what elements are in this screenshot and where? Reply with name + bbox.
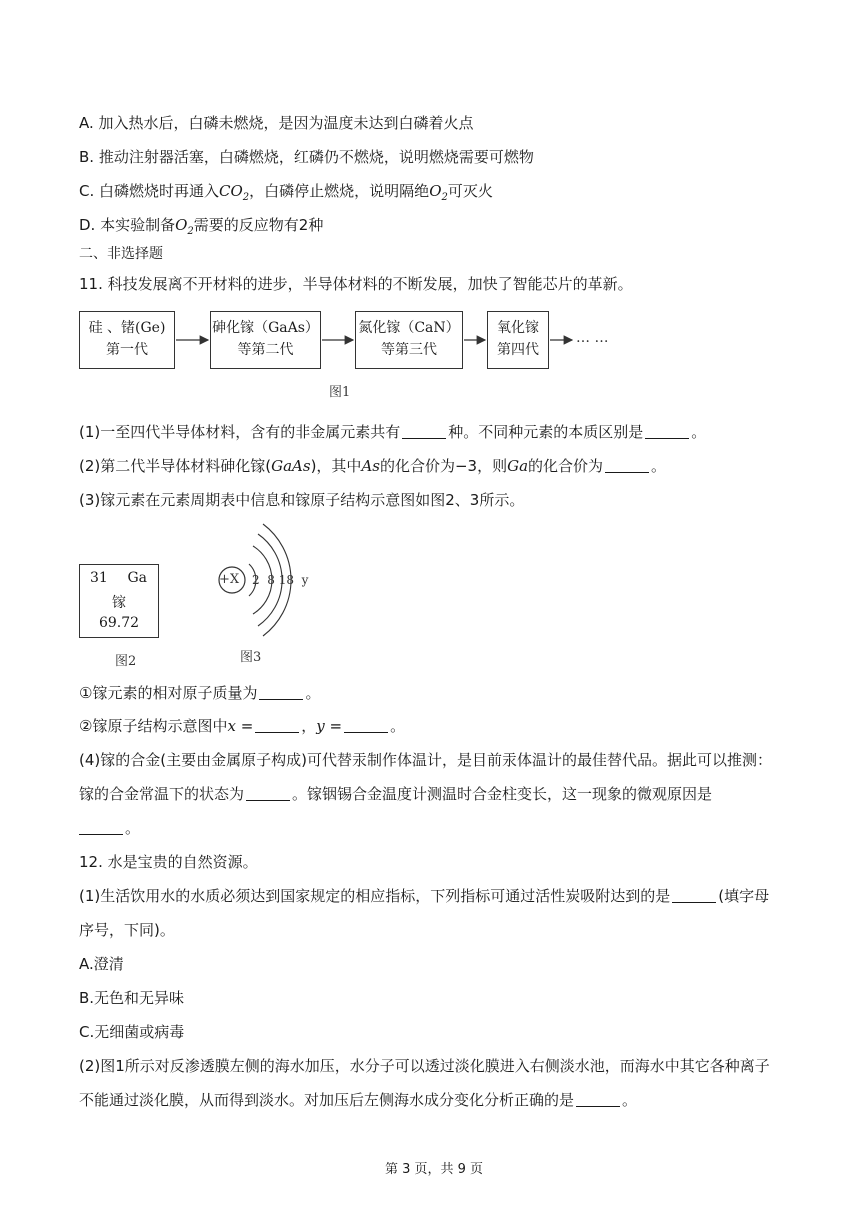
fig1-caption: 图1	[329, 385, 351, 400]
page-footer: 第 3 页，共 9 页	[384, 1162, 484, 1177]
option-d: D. 本实验制备$O_2$需要的反应物有2种	[79, 216, 324, 237]
element-symbol: Ga	[127, 570, 147, 586]
fig3-shells: 2 8 18 y	[252, 573, 309, 587]
fig1-ellipsis: … …	[576, 330, 609, 346]
answer-blank[interactable]	[672, 888, 716, 903]
section-heading: 二、非选择题	[79, 246, 163, 262]
q11-part3: (3)镓元素在元素周期表中信息和镓原子结构示意图如图2、3所示。	[79, 491, 525, 509]
q11-part4-line2: 镓的合金常温下的状态为 。镓铟锡合金温度计测温时合金柱变长，这一现象的微观原因是	[79, 785, 713, 803]
q11-stem: 11. 科技发展离不开材料的进步，半导体材料的不断发展，加快了智能芯片的革新。	[79, 275, 633, 293]
fig3-nucleus: +X	[219, 572, 240, 587]
q12-part1-line1: (1)生活饮用水的水质必须达到国家规定的相应指标，下列指标可通过活性炭吸附达到的是 (填字母	[79, 887, 770, 905]
q11-sub1: ①镓元素的相对原子质量为 。	[79, 684, 321, 702]
answer-blank[interactable]	[344, 718, 388, 733]
atomic-mass: 69.72	[98, 615, 140, 631]
answer-blank[interactable]	[255, 718, 299, 733]
q12-part2-line1: (2)图1所示对反渗透膜左侧的海水加压，水分子可以透过淡化膜进入右侧淡水池，而海水中其它各种离子	[79, 1057, 770, 1075]
q11-part4-line1: (4)镓的合金(主要由金属原子构成)可代替汞制作体温计，是目前汞体温计的最佳替代品。据此可以推测：	[79, 751, 772, 769]
answer-blank[interactable]	[402, 424, 446, 439]
answer-blank[interactable]	[79, 820, 123, 835]
answer-blank[interactable]	[605, 458, 649, 473]
q11-sub2: ②镓原子结构示意图中x = ，y = 。	[79, 717, 406, 735]
fig1-box-gen3: 氮化镓（CaN） 等第三代	[355, 311, 463, 369]
fig1-box-gen2: 砷化镓（GaAs） 等第二代	[210, 311, 321, 369]
q11-part4-line3: 。	[79, 818, 140, 838]
option-b: B. 推动注射器活塞，白磷燃烧，红磷仍不燃烧，说明燃烧需要可燃物	[79, 148, 534, 166]
q12-part1-line2: 序号，下同)。	[79, 921, 175, 939]
fig1-arrows	[0, 0, 868, 400]
q12-option-a: A.澄清	[79, 955, 124, 973]
q12-stem: 12. 水是宝贵的自然资源。	[79, 853, 258, 871]
atomic-number: 31	[90, 570, 108, 586]
element-name: 镓	[112, 595, 126, 611]
q12-option-c: C.无细菌或病毒	[79, 1023, 185, 1041]
answer-blank[interactable]	[259, 685, 303, 700]
answer-blank[interactable]	[576, 1092, 620, 1107]
fig1-box-gen1: 硅 、锗(Ge) 第一代	[79, 311, 175, 369]
fig1-box-gen4: 氧化镓 第四代	[487, 311, 549, 369]
fig2-caption: 图2	[115, 654, 137, 669]
option-c: C. 白磷燃烧时再通入$CO_2$，白磷停止燃烧，说明隔绝$O_2$可灭火	[79, 182, 493, 203]
fig2-element-cell	[79, 564, 159, 638]
q12-option-b: B.无色和无异味	[79, 989, 185, 1007]
answer-blank[interactable]	[645, 424, 689, 439]
q11-part2: (2)第二代半导体材料砷化镓(GaAs)，其中As的化合价为−3，则Ga的化合价为 。	[79, 457, 667, 475]
answer-blank[interactable]	[246, 786, 290, 801]
fig3-caption: 图3	[240, 650, 262, 665]
q11-part1: (1)一至四代半导体材料，含有的非金属元素共有 种。不同种元素的本质区别是 。	[79, 423, 707, 441]
option-a: A. 加入热水后，白磷未燃烧，是因为温度未达到白磷着火点	[79, 114, 474, 132]
q12-part2-line2: 不能通过淡化膜，从而得到淡水。对加压后左侧海水成分变化分析正确的是 。	[79, 1091, 638, 1109]
